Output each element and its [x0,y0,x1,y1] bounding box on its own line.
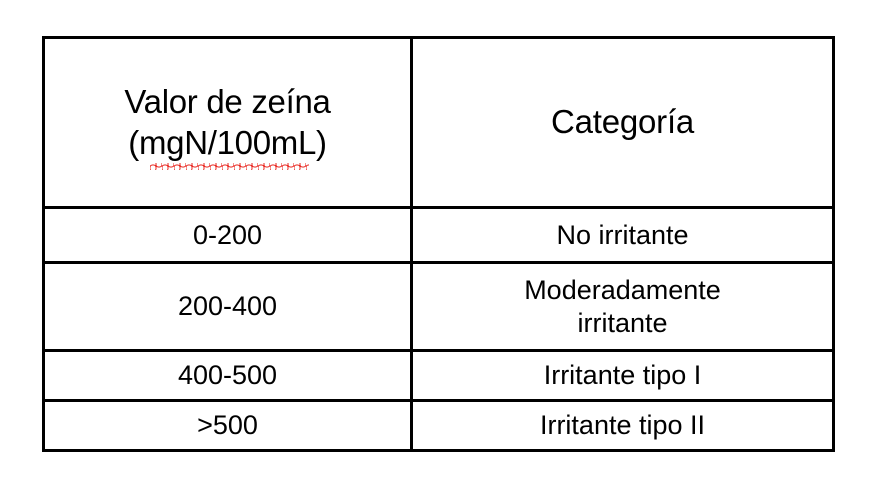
table-header-row [44,38,834,208]
cell-category-line2: irritante [577,307,668,338]
cell-category: Irritante tipo II [412,401,834,451]
header-value-line1: Valor de zeína [124,83,331,121]
cell-value: 400-500 [44,351,412,401]
cell-category-line1: Moderadamente [524,274,721,305]
table-row [44,208,834,263]
cell-category [412,263,834,351]
cell-value: 0-200 [44,208,412,263]
header-cell-value [44,38,412,208]
cell-value: 200-400 [44,263,412,351]
table-row [44,351,834,401]
cell-category: No irritante [412,208,834,263]
cell-category: Irritante tipo I [412,351,834,401]
table-container [42,36,832,452]
header-value-line2-wrapper [128,123,326,163]
table-row [44,263,834,351]
header-value-line2: (mgN/100mL) [128,123,327,161]
cell-value: >500 [44,401,412,451]
zein-classification-table [42,36,835,452]
header-cell-category: Categoría [412,38,834,208]
table-row [44,401,834,451]
spellcheck-squiggle-icon [150,163,308,170]
